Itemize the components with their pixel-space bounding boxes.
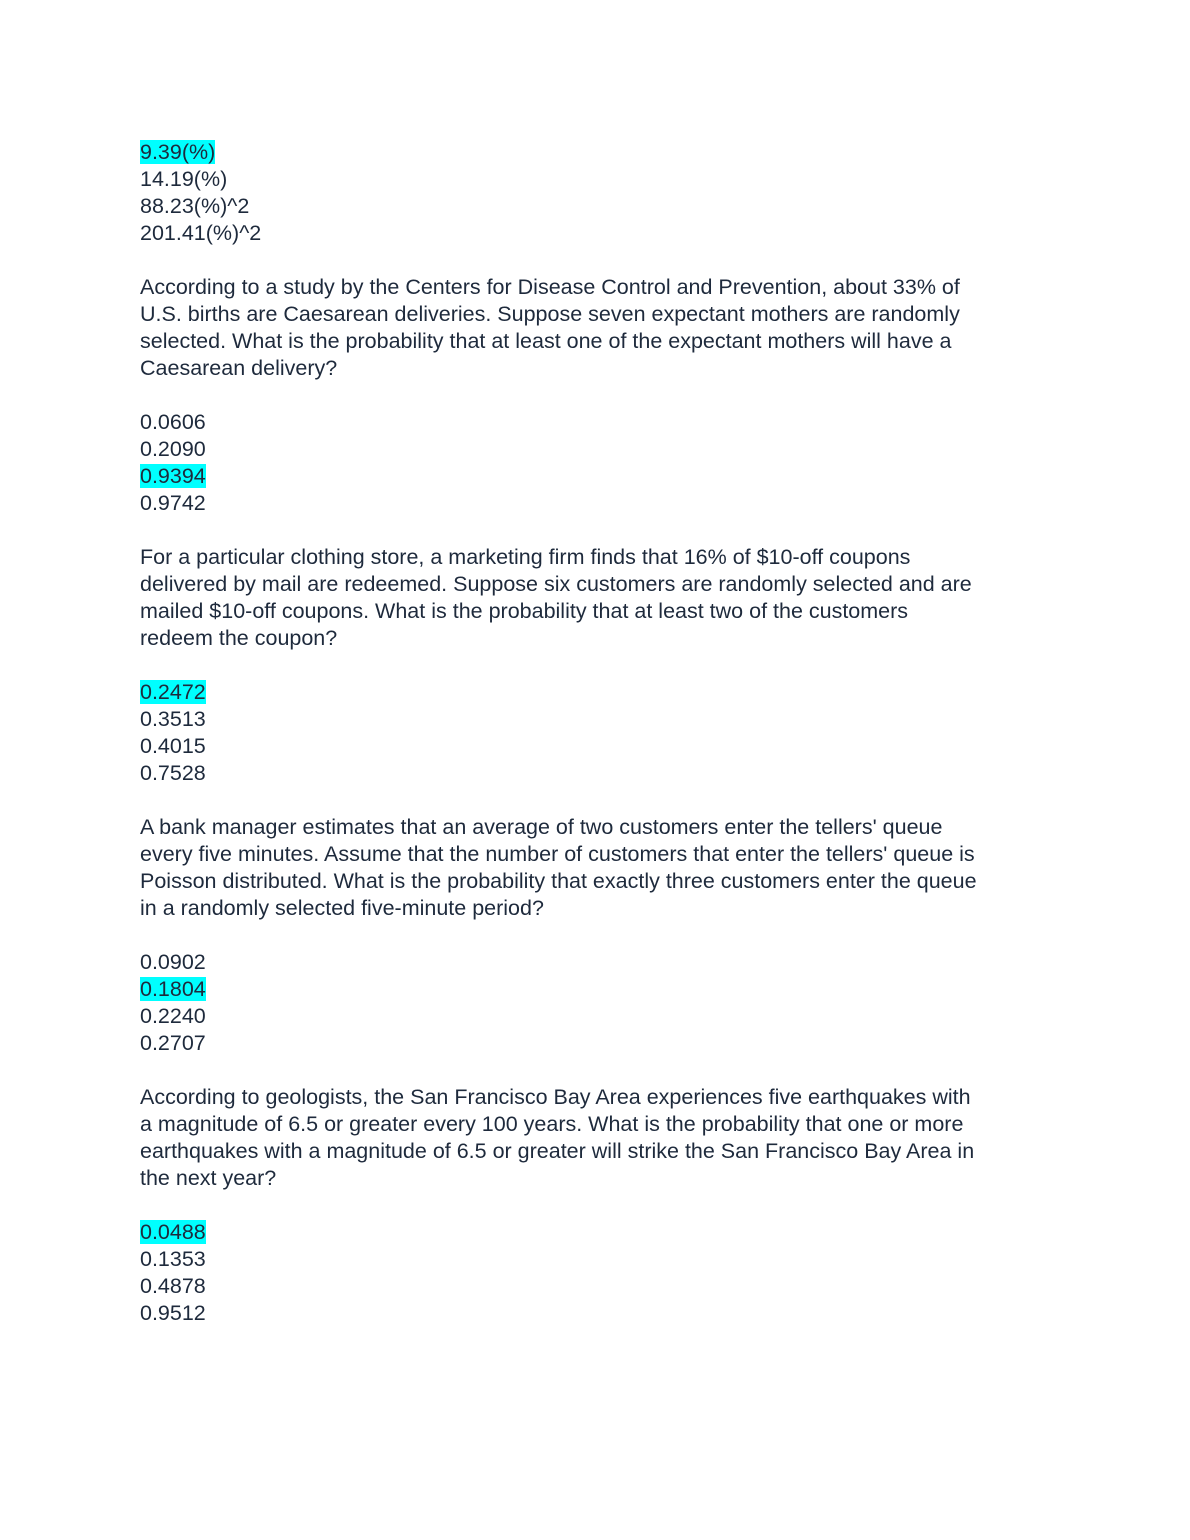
option-line bbox=[140, 1219, 1055, 1246]
spacer bbox=[140, 247, 1055, 274]
option-line bbox=[140, 139, 1055, 166]
option-line bbox=[140, 220, 1055, 247]
answer-option: 9.39(%) bbox=[140, 140, 216, 164]
question-line: Caesarean delivery? bbox=[140, 356, 338, 380]
answer-option: 0.4015 bbox=[140, 734, 206, 758]
options-list bbox=[140, 949, 1055, 1057]
option-line bbox=[140, 733, 1055, 760]
option-line bbox=[140, 949, 1055, 976]
spacer bbox=[140, 517, 1055, 544]
answer-option: 0.3513 bbox=[140, 707, 206, 731]
question-line: According to a study by the Centers for Disease Control and Prevention, about 33% of bbox=[140, 275, 960, 299]
answer-option: 0.2707 bbox=[140, 1031, 206, 1055]
answer-option: 0.2090 bbox=[140, 437, 206, 461]
answer-option: 0.9512 bbox=[140, 1301, 206, 1325]
answer-option: 88.23(%)^2 bbox=[140, 194, 250, 218]
question-line: mailed $10-off coupons. What is the probability that at least two of the customers bbox=[140, 599, 909, 623]
option-line bbox=[140, 1273, 1055, 1300]
question-line: redeem the coupon? bbox=[140, 626, 338, 650]
answer-option: 0.9742 bbox=[140, 491, 206, 515]
question-text bbox=[140, 1084, 1055, 1192]
option-line bbox=[140, 1300, 1055, 1327]
answer-option: 0.2472 bbox=[140, 680, 206, 704]
question-block bbox=[140, 814, 1055, 1057]
option-line bbox=[140, 193, 1055, 220]
question-line: For a particular clothing store, a marketing firm finds that 16% of $10-off coupons bbox=[140, 545, 911, 569]
options-list bbox=[140, 409, 1055, 517]
answer-option: 14.19(%) bbox=[140, 167, 228, 191]
answer-option: 0.9394 bbox=[140, 464, 206, 488]
answer-option: 0.0902 bbox=[140, 950, 206, 974]
option-line bbox=[140, 1030, 1055, 1057]
question-text bbox=[140, 814, 1055, 922]
question-line: Poisson distributed. What is the probability that exactly three customers enter the queue bbox=[140, 869, 977, 893]
option-line bbox=[140, 409, 1055, 436]
option-line bbox=[140, 976, 1055, 1003]
option-line bbox=[140, 490, 1055, 517]
question-line: every five minutes. Assume that the number of customers that enter the tellers' queue is bbox=[140, 842, 975, 866]
answer-option: 0.0606 bbox=[140, 410, 206, 434]
spacer bbox=[140, 1192, 1055, 1219]
answer-option: 0.1804 bbox=[140, 977, 206, 1001]
answer-option: 0.0488 bbox=[140, 1220, 206, 1244]
spacer bbox=[140, 652, 1055, 679]
options-list bbox=[140, 679, 1055, 787]
question-line: earthquakes with a magnitude of 6.5 or greater will strike the San Francisco Bay Area in bbox=[140, 1139, 975, 1163]
option-line bbox=[140, 706, 1055, 733]
question-block bbox=[140, 1084, 1055, 1327]
question-line: a magnitude of 6.5 or greater every 100 years. What is the probability that one or more bbox=[140, 1112, 964, 1136]
option-line bbox=[140, 436, 1055, 463]
question-text bbox=[140, 544, 1055, 652]
option-line bbox=[140, 760, 1055, 787]
option-line bbox=[140, 1246, 1055, 1273]
options-list bbox=[140, 1219, 1055, 1327]
question-line: delivered by mail are redeemed. Suppose six customers are randomly selected and are bbox=[140, 572, 972, 596]
question-line: in a randomly selected five-minute period? bbox=[140, 896, 544, 920]
question-line: the next year? bbox=[140, 1166, 277, 1190]
option-line bbox=[140, 166, 1055, 193]
question-block bbox=[140, 274, 1055, 517]
answer-option: 0.2240 bbox=[140, 1004, 206, 1028]
question-line: A bank manager estimates that an average of two customers enter the tellers' queue bbox=[140, 815, 943, 839]
spacer bbox=[140, 1057, 1055, 1084]
document-page bbox=[140, 139, 1055, 1327]
spacer bbox=[140, 787, 1055, 814]
option-line bbox=[140, 463, 1055, 490]
question-line: U.S. births are Caesarean deliveries. Suppose seven expectant mothers are randomly bbox=[140, 302, 960, 326]
question-text bbox=[140, 274, 1055, 382]
answer-option: 0.4878 bbox=[140, 1274, 206, 1298]
spacer bbox=[140, 922, 1055, 949]
question-block bbox=[140, 544, 1055, 787]
answer-option: 0.1353 bbox=[140, 1247, 206, 1271]
option-line bbox=[140, 679, 1055, 706]
intro-options-list bbox=[140, 139, 1055, 247]
spacer bbox=[140, 382, 1055, 409]
question-line: selected. What is the probability that at least one of the expectant mothers will have a bbox=[140, 329, 952, 353]
option-line bbox=[140, 1003, 1055, 1030]
question-line: According to geologists, the San Francisco Bay Area experiences five earthquakes with bbox=[140, 1085, 971, 1109]
answer-option: 201.41(%)^2 bbox=[140, 221, 262, 245]
answer-option: 0.7528 bbox=[140, 761, 206, 785]
